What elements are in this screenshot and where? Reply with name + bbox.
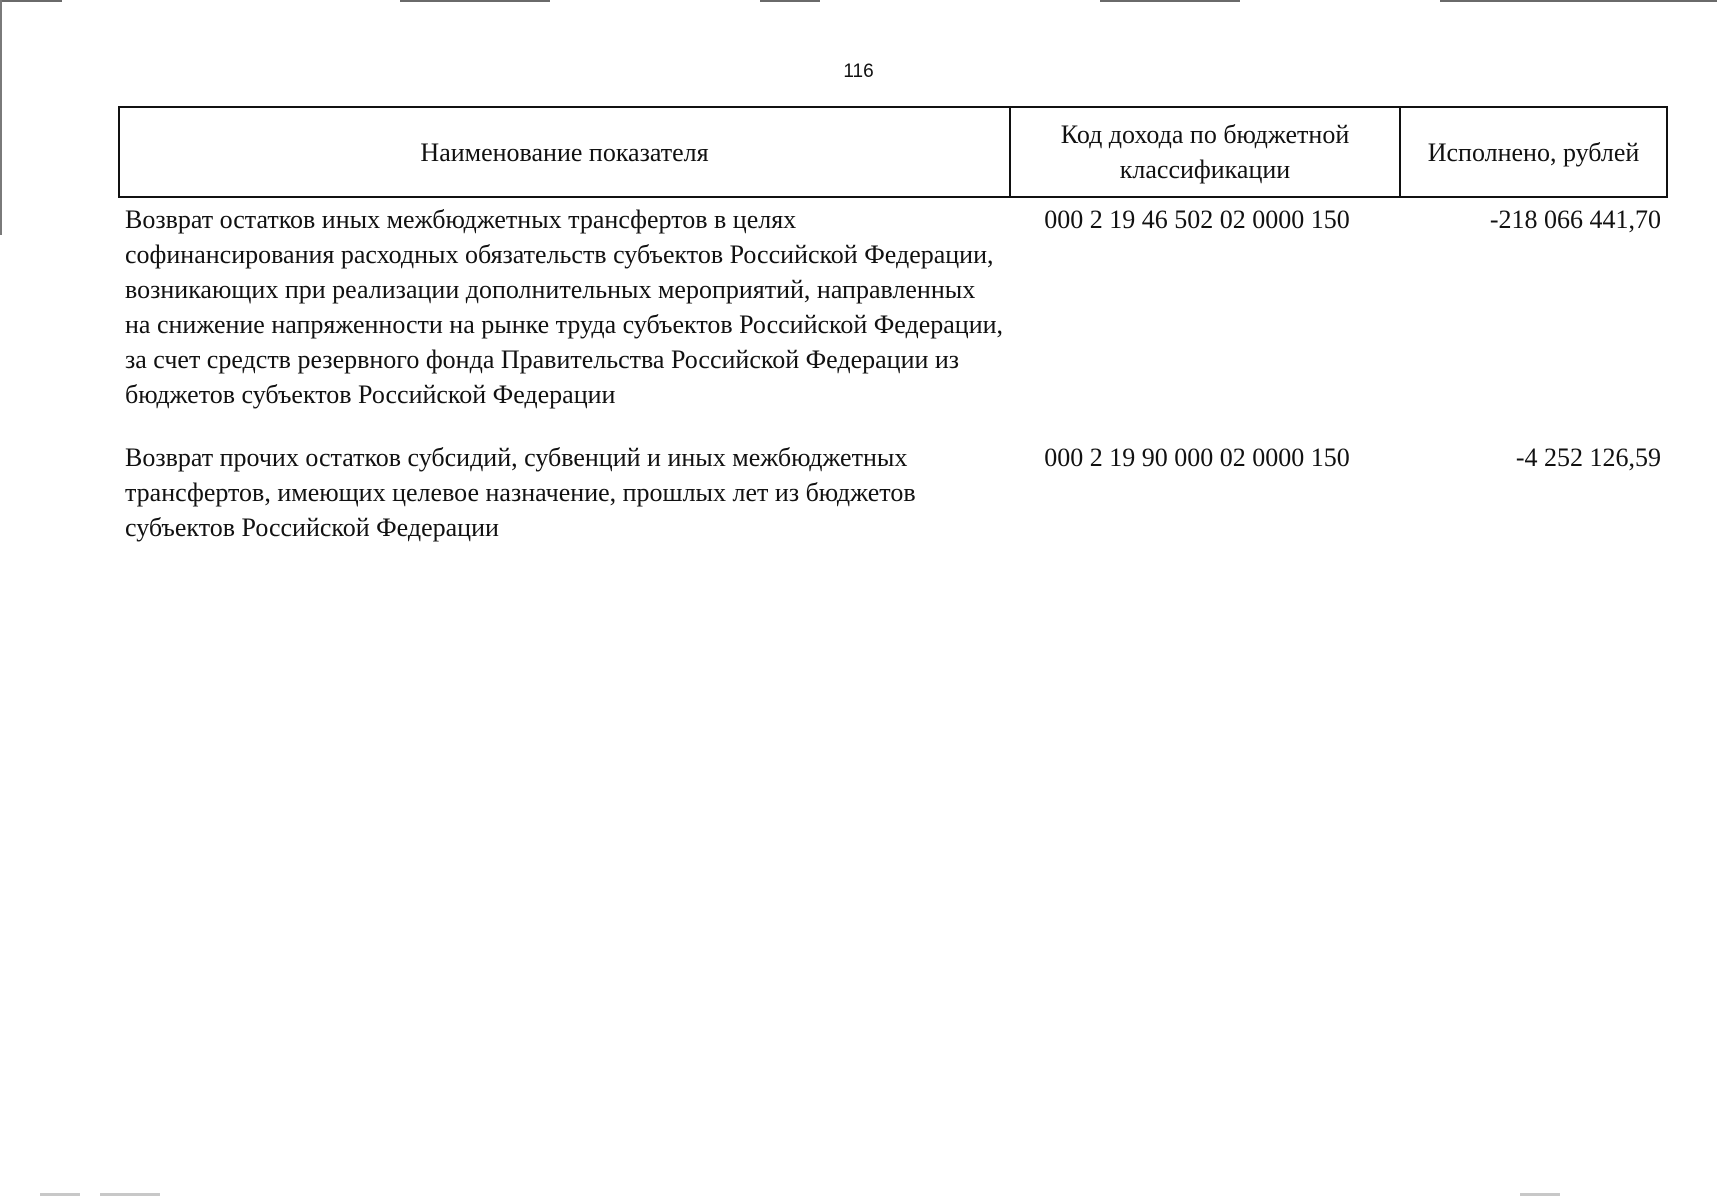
executed-amount: -4 252 126,59 bbox=[1515, 443, 1661, 472]
column-header-value: Исполнено, рублей bbox=[1400, 107, 1667, 197]
table-row bbox=[119, 426, 1667, 545]
scan-top-edge-right bbox=[1440, 0, 1717, 2]
column-header-name: Наименование показателя bbox=[119, 107, 1010, 197]
scan-top-edge-mid3 bbox=[1100, 0, 1240, 2]
executed-amount: -218 066 441,70 bbox=[1489, 205, 1661, 234]
table-header-row bbox=[119, 107, 1667, 197]
scan-top-edge-mid2 bbox=[760, 0, 820, 2]
budget-code: 000 2 19 46 502 02 0000 150 bbox=[1044, 205, 1350, 234]
scan-noise-bottom-left2 bbox=[100, 1193, 160, 1196]
scan-top-edge-mid bbox=[400, 0, 550, 2]
scan-noise-bottom-right bbox=[1520, 1193, 1560, 1196]
scan-left-edge bbox=[0, 0, 2, 235]
report-table bbox=[118, 106, 1668, 545]
page-number: 116 bbox=[843, 61, 874, 82]
scan-top-edge-left bbox=[0, 0, 62, 2]
indicator-name: Возврат прочих остатков субсидий, субвенций и иных межбюджетных трансфертов, имеющих целевое назначение, прошлых лет из бюджетов субъектов Российской Федерации bbox=[125, 443, 916, 542]
indicator-name: Возврат остатков иных межбюджетных трансфертов в целях софинансирования расходных обязательств субъектов Российской Федерации, возникающих при реализации дополнительных мероприятий, направленных на снижение напряженности на рынке труда субъектов Российской Федерации, за счет средств резервного фонда Правительства Российской Федерации из бюджетов субъектов Российской Федерации bbox=[125, 205, 1004, 409]
column-header-code: Код дохода по бюджетной классификации bbox=[1010, 107, 1400, 197]
table-row bbox=[119, 197, 1667, 426]
budget-code: 000 2 19 90 000 02 0000 150 bbox=[1044, 443, 1350, 472]
scan-noise-bottom-left bbox=[40, 1193, 80, 1196]
